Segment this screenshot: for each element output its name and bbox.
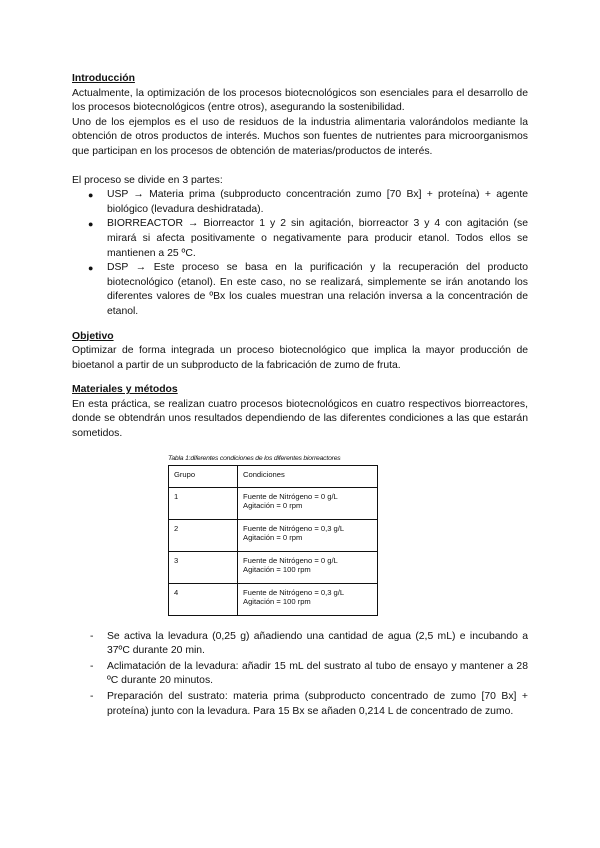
list-item: [72, 630, 528, 659]
objective-heading: Objetivo: [72, 330, 114, 342]
list-item-text: BIORREACTOR → Biorreactor 1 y 2 sin agitación, biorreactor 3 y 4 con agitación (se mirará si afecta positivamente o negativamente para producir etanol. Todos ellos se mantienen a 25 ºC.: [107, 218, 528, 259]
nitrogen-value: Fuente de Nitrógeno = 0 g/L: [243, 491, 338, 501]
list-item: [72, 660, 528, 689]
bullet-icon: ●: [88, 190, 94, 201]
conditions-cell: [238, 519, 378, 551]
methods-heading: Materiales y métodos: [72, 384, 178, 396]
objective-paragraph: Optimizar de forma integrada un proceso biotecnológico que implica la mayor producción de bioetanol a partir de un subproducto de la fabricación de zumo de fruta.: [72, 345, 528, 371]
nitrogen-value: Fuente de Nitrógeno = 0 g/L: [243, 555, 338, 565]
dash-icon: -: [90, 630, 94, 642]
agitation-value: Agitación = 0 rpm: [243, 533, 303, 543]
conditions-table: [168, 465, 378, 616]
bullet-icon: ●: [88, 263, 94, 274]
nitrogen-value: Fuente de Nitrógeno = 0,3 g/L: [243, 587, 345, 597]
intro-paragraph-1: Actualmente, la optimización de los procesos biotecnológicos son esenciales para el desarrollo de los procesos biotecnológicos (entre otros), asegurando la sostenibilidad.: [72, 87, 528, 114]
conditions-cell: [238, 551, 378, 583]
table-header-row: [169, 465, 378, 487]
table-row: [169, 551, 378, 583]
list-item-text: Se activa la levadura (0,25 g) añadiendo una cantidad de agua (2,5 mL) e incubando a 37ºC durante 20 min.: [107, 630, 528, 657]
list-item-text: Preparación del sustrato: materia prima (subproducto concentrado de zumo [70 Bx] + proteína) junto con la levadura. Para 15 Bx se añaden 0,214 L de concentrado de zumo.: [107, 691, 528, 717]
table-caption: Tabla 1:diferentes condiciones de los diferentes biorreactores: [168, 454, 341, 462]
conditions-table-block: [168, 454, 380, 616]
methods-paragraph: En esta práctica, se realizan cuatro procesos biotecnológicos en cuatro respectivos biorreactores, donde se obtendrán unos resultados dependiendo de las diferentes condiciones a las que estarán sometidos.: [72, 398, 528, 440]
group-cell: 2: [169, 519, 238, 551]
conditions-cell: [238, 487, 378, 519]
process-parts-list: [72, 188, 528, 319]
group-cell: 3: [169, 551, 238, 583]
agitation-value: Agitación = 100 rpm: [243, 597, 311, 607]
intro-paragraph-2: Uno de los ejemplos es el uso de residuos de la industria alimentaria valorándolos mediante la obtención de otros productos de interés. Muchos son fuentes de nutrientes para microorganismos que participan en los procesos de obtención de materias/productos de interés.: [72, 116, 528, 157]
intro-paragraph-3: El proceso se divide en 3 partes:: [72, 174, 223, 186]
dash-icon: -: [90, 660, 94, 672]
bullet-icon: ●: [88, 219, 94, 230]
procedure-steps-list: [72, 630, 528, 720]
nitrogen-value: Fuente de Nitrógeno = 0,3 g/L: [243, 523, 345, 533]
document-page: [72, 72, 528, 720]
intro-heading: Introducción: [72, 73, 135, 84]
list-item-text: DSP → Este proceso se basa en la purificación y la recuperación del producto biotecnológico (etanol). En este caso, no se realizará, simplemente se irán anotando los diferentes valores de ºBx los cuales muestran una relación inversa a la concentración de etanol.: [107, 262, 528, 317]
conditions-cell: [238, 583, 378, 615]
list-item: [72, 217, 528, 261]
group-cell: 4: [169, 583, 238, 615]
column-header-grupo: Grupo: [169, 465, 238, 487]
column-header-condiciones: Condiciones: [238, 465, 378, 487]
list-item: [72, 261, 528, 319]
agitation-value: Agitación = 0 rpm: [243, 501, 303, 511]
list-item: [72, 690, 528, 719]
dash-icon: -: [90, 691, 94, 703]
agitation-value: Agitación = 100 rpm: [243, 565, 311, 575]
group-cell: 1: [169, 487, 238, 519]
table-row: [169, 487, 378, 519]
list-item: [72, 188, 528, 217]
table-row: [169, 519, 378, 551]
list-item-text: Aclimatación de la levadura: añadir 15 mL del sustrato al tubo de ensayo y mantener a 28 ºC durante 20 minutos.: [107, 660, 528, 687]
table-row: [169, 583, 378, 615]
list-item-text: USP → Materia prima (subproducto concentración zumo [70 Bx] + proteína) + agente biológico (levadura deshidratada).: [107, 189, 528, 215]
